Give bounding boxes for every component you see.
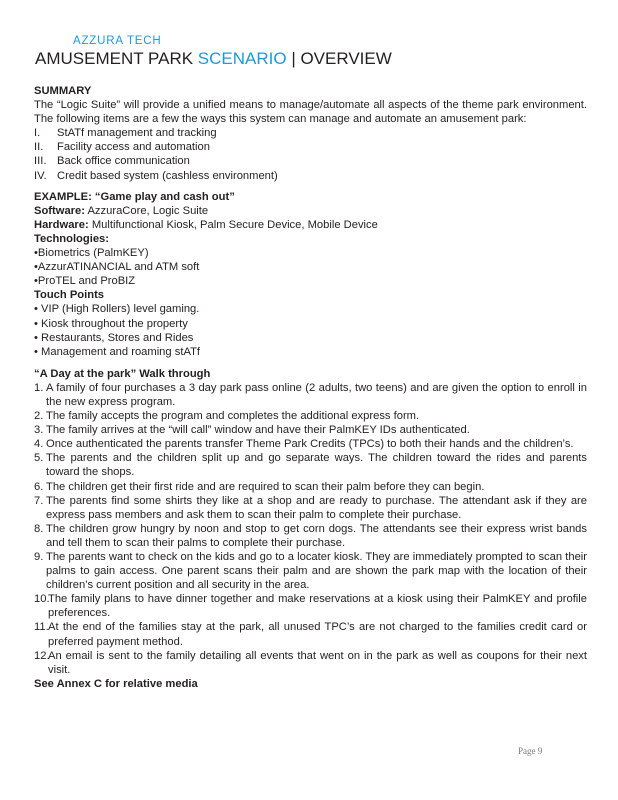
walkthrough-step xyxy=(34,494,587,522)
example-heading: EXAMPLE: “Game play and cash out” xyxy=(34,190,235,203)
step-text: The family arrives at the “will call” window and have their PalmKEY IDs authenticated. xyxy=(46,424,470,437)
technology-item: • AzzurATINANCIAL and ATM soft xyxy=(34,260,587,274)
step-number: 7. xyxy=(34,494,44,507)
walkthrough-step xyxy=(34,522,587,550)
summary-heading: SUMMARY xyxy=(34,85,92,97)
summary-item xyxy=(34,126,587,140)
step-number: 4. xyxy=(34,438,44,451)
title-part2: | OVERVIEW xyxy=(286,49,392,68)
title-part1: AMUSEMENT PARK xyxy=(35,49,198,68)
summary-item-text: Facility access and automation xyxy=(57,141,210,154)
step-number: 8. xyxy=(34,522,44,535)
brand-name: AZZURA TECH xyxy=(73,35,162,47)
technology-item: • Biometrics (PalmKEY) xyxy=(34,246,587,260)
step-number: 5. xyxy=(34,452,44,465)
hardware-line xyxy=(34,218,587,232)
summary-item-number: I. xyxy=(34,127,41,140)
step-number: 3. xyxy=(34,424,44,437)
step-number: 12. xyxy=(34,649,50,662)
technology-item: • ProTEL and ProBIZ xyxy=(34,274,587,288)
software-label: Software: xyxy=(34,204,85,217)
step-text: The children get their first ride and are required to scan their palm before they can begin. xyxy=(46,480,485,493)
summary-item-text: Credit based system (cashless environment) xyxy=(57,169,278,182)
step-text: A family of four purchases a 3 day park pass online (2 adults, two teens) and are given the option to enroll in the new express program. xyxy=(46,381,587,408)
page-number: Page 9 xyxy=(518,746,543,756)
step-text: The parents want to check on the kids and go to a locater kiosk. They are immediately prompted to scan their palms to gain access. One parent scans their palm and are shown the park map with the location of their children’s current position and all security in the area. xyxy=(46,551,587,592)
summary-item-text: StATf management and tracking xyxy=(57,127,217,140)
step-text: The parents and the children split up and go separate ways. The children toward the rides and parents toward the shops. xyxy=(46,452,587,479)
step-text: The family accepts the program and completes the additional express form. xyxy=(46,410,420,423)
summary-item-number: IV. xyxy=(34,169,47,182)
touch-point-item: • Restaurants, Stores and Rides xyxy=(34,331,587,345)
walkthrough-step xyxy=(34,620,587,648)
step-number: 1. xyxy=(34,381,44,394)
technologies-heading: Technologies: xyxy=(34,232,110,245)
walkthrough-step xyxy=(34,381,587,409)
summary-text: The “Logic Suite” will provide a unified means to manage/automate all aspects of the theme park environment. The following items are a few the ways this system can manage and automate an amusement park: xyxy=(34,99,587,126)
summary-item xyxy=(34,154,587,168)
step-number: 9. xyxy=(34,551,44,563)
step-text: The family plans to have dinner together and make reservations at a kiosk using their PalmKEY and profile preferences. xyxy=(48,593,587,620)
touch-points-heading: Touch Points xyxy=(34,289,105,302)
software-line xyxy=(34,204,587,218)
summary-item-number: II. xyxy=(34,141,44,154)
walkthrough-step xyxy=(34,451,587,479)
page-title xyxy=(35,48,392,70)
hardware-value: Multifunctional Kiosk, Palm Secure Device, Mobile Device xyxy=(88,218,378,231)
step-number: 11. xyxy=(34,621,49,634)
walkthrough-step xyxy=(34,409,587,423)
walkthrough-heading: “A Day at the park” Walk through xyxy=(34,367,211,380)
walkthrough-step xyxy=(34,480,587,494)
walkthrough-step xyxy=(34,592,587,620)
step-text: Once authenticated the parents transfer Theme Park Credits (TPCs) to both their hands and the children’s. xyxy=(46,438,574,451)
walkthrough-list xyxy=(34,381,587,677)
touch-point-item: • Kiosk throughout the property xyxy=(34,317,587,331)
software-value: AzzuraCore, Logic Suite xyxy=(84,204,209,217)
step-number: 6. xyxy=(34,480,44,493)
annex-note: See Annex C for relative media xyxy=(34,677,198,690)
walkthrough-step xyxy=(34,437,587,451)
page-content xyxy=(34,84,587,691)
step-text: At the end of the families stay at the park, all unused TPC’s are not charged to the families credit card or preferred payment method. xyxy=(48,621,587,648)
title-accent: SCENARIO xyxy=(197,49,287,68)
hardware-label: Hardware: xyxy=(34,218,89,231)
step-text: The children grow hungry by noon and stop to get corn dogs. The attendants see their express wrist bands and tell them to scan their palms to complete their purchase. xyxy=(46,522,587,549)
walkthrough-step xyxy=(34,550,587,592)
summary-item-number: III. xyxy=(34,155,47,168)
walkthrough-step xyxy=(34,423,587,437)
summary-item xyxy=(34,140,587,154)
touch-point-item: • VIP (High Rollers) level gaming. xyxy=(34,302,587,316)
touch-point-item: • Management and roaming stATf xyxy=(34,345,587,359)
summary-item xyxy=(34,169,587,183)
step-text: The parents find some shirts they like at a shop and are ready to purchase. The attendant ask if they are express pass members and ask them to scan their palm to complete their purchase. xyxy=(46,494,587,521)
step-number: 2. xyxy=(34,410,44,423)
step-text: An email is sent to the family detailing all events that went on in the park as well as coupons for their next visit. xyxy=(48,649,587,676)
summary-item-text: Back office communication xyxy=(57,155,190,168)
walkthrough-step xyxy=(34,649,587,677)
step-number: 10. xyxy=(34,593,50,606)
